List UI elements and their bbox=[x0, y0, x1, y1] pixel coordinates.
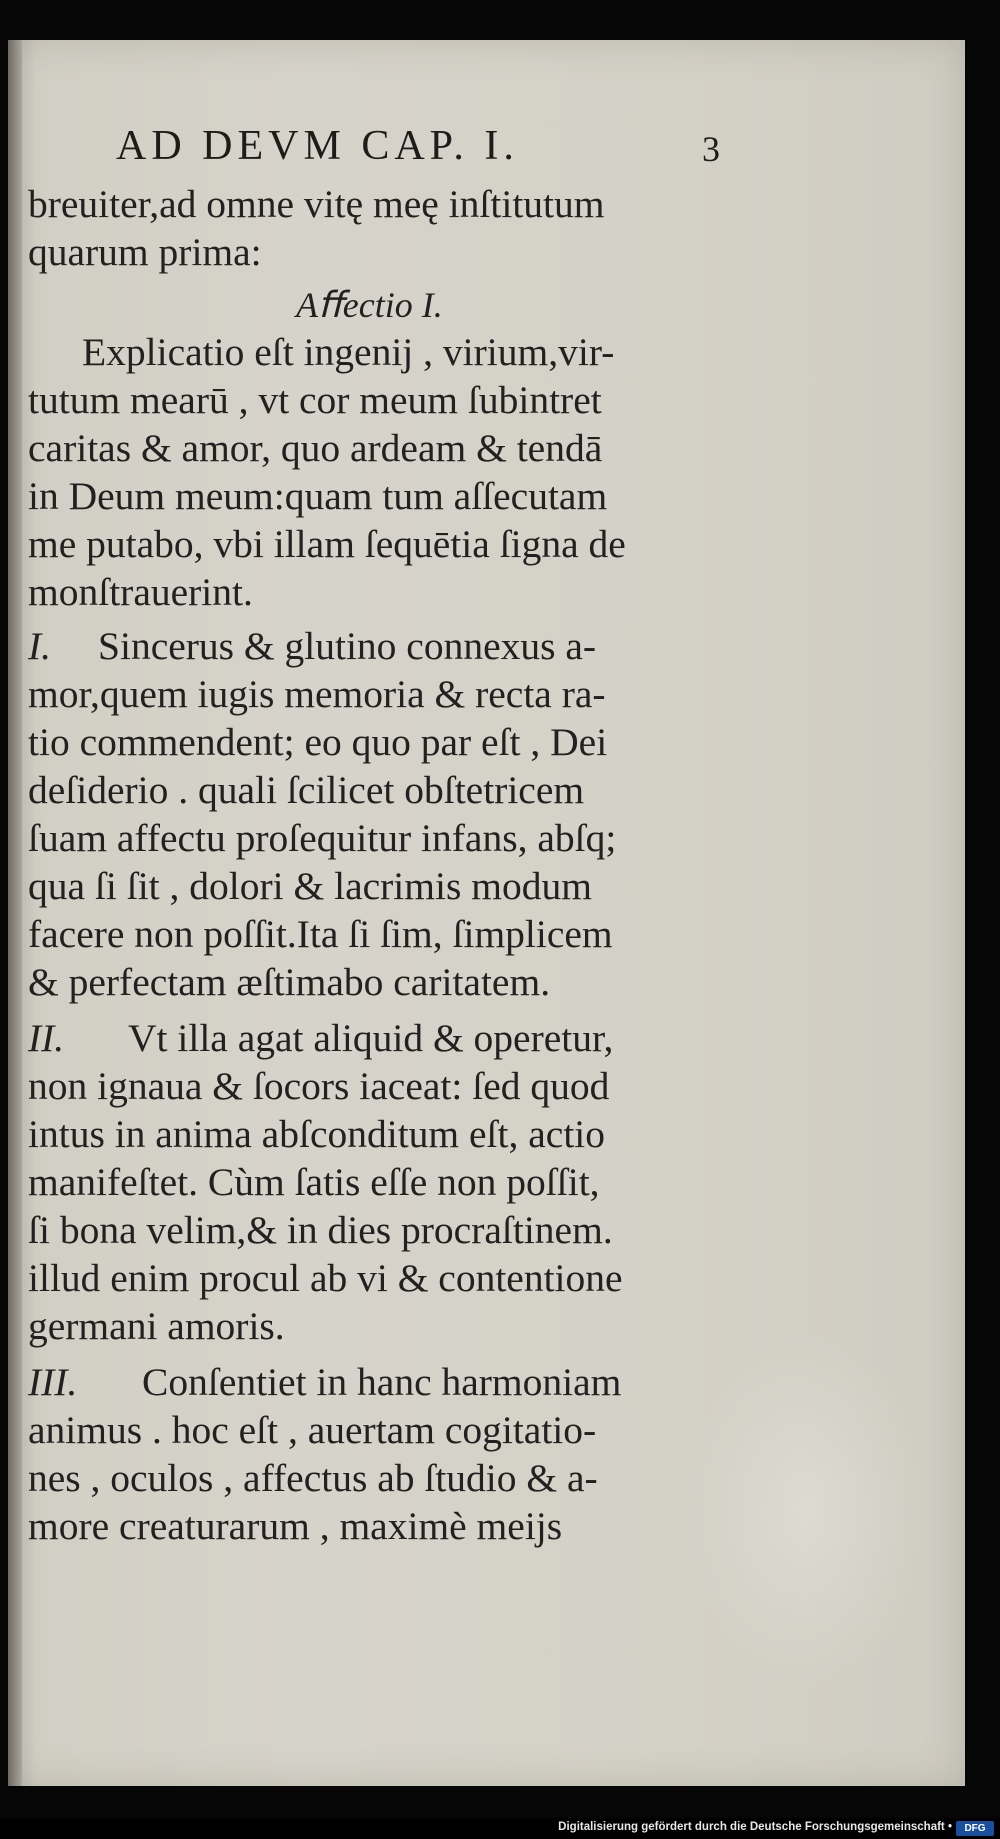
text-line: ſi bona velim,& in dies procraſtinem. bbox=[28, 1208, 613, 1252]
footer-credit: Digitalisierung gefördert durch die Deutsche Forschungsgemeinschaft • bbox=[558, 1821, 952, 1833]
text-line: breuiter,ad omne vitę meę inſtitutum bbox=[28, 182, 605, 226]
item-line bbox=[28, 622, 596, 670]
text-line: non ignaua & ſocors iaceat: ſed quod bbox=[28, 1064, 610, 1108]
text-line: ſuam affectu proſequitur infans, abſq; bbox=[28, 816, 617, 860]
text-line: germani amoris. bbox=[28, 1304, 285, 1348]
dfg-logo: DFG bbox=[956, 1821, 994, 1836]
text-line: quarum prima: bbox=[28, 230, 262, 274]
text-line: in Deum meum:quam tum aſſecutam bbox=[28, 474, 608, 518]
text-line: tio commendent; eo quo par eſt , Dei bbox=[28, 720, 608, 764]
text-line: animus . hoc eſt , auertam cogitatio- bbox=[28, 1408, 597, 1452]
text-line: Sincerus & glutino connexus a- bbox=[98, 624, 597, 668]
page-header bbox=[116, 122, 720, 178]
text-line: Conſentiet in hanc harmoniam bbox=[142, 1360, 622, 1404]
text-line: more creaturarum , maximè meijs bbox=[28, 1504, 563, 1548]
section-heading: Aﬀectio I. bbox=[296, 285, 443, 325]
text-line: nes , oculos , affectus ab ſtudio & a- bbox=[28, 1456, 598, 1500]
text-line: manifeſtet. Cùm ſatis eſſe non poſſit, bbox=[28, 1160, 600, 1204]
text-line: qua ſi ſit , dolori & lacrimis modum bbox=[28, 864, 592, 908]
item-numeral: I. bbox=[28, 624, 52, 668]
text-line: mor,quem iugis memoria & recta ra- bbox=[28, 672, 606, 716]
text-line: monſtrauerint. bbox=[28, 570, 253, 614]
text-line: illud enim procul ab vi & contentione bbox=[28, 1256, 623, 1300]
item-numeral: II. bbox=[28, 1016, 65, 1060]
paper-stain bbox=[687, 1330, 927, 1690]
text-line: Vt illa agat aliquid & operetur, bbox=[128, 1016, 614, 1060]
book-page bbox=[8, 40, 965, 1786]
page-binding-edge bbox=[8, 40, 22, 1786]
item-line bbox=[28, 1358, 621, 1406]
text-line: facere non poſſit.Ita ſi ſim, ſimplicem bbox=[28, 912, 613, 956]
item-line bbox=[28, 1014, 613, 1062]
text-line: Explicatio eſt ingenij , virium,vir- bbox=[82, 330, 615, 374]
text-line: deſiderio . quali ſcilicet obſtetricem bbox=[28, 768, 585, 812]
text-line: caritas & amor, quo ardeam & tendā bbox=[28, 426, 603, 470]
text-line: & perfectam æſtimabo caritatem. bbox=[28, 960, 551, 1004]
text-line: tutum mearū , vt cor meum ſubintret bbox=[28, 378, 602, 422]
page-number: 3 bbox=[702, 129, 720, 169]
item-numeral: III. bbox=[28, 1360, 78, 1404]
running-head: AD DEVM CAP. I. bbox=[116, 123, 519, 169]
text-line: me putabo, vbi illam ſequētia ſigna de bbox=[28, 522, 626, 566]
text-line: intus in anima abſconditum eſt, actio bbox=[28, 1112, 606, 1156]
